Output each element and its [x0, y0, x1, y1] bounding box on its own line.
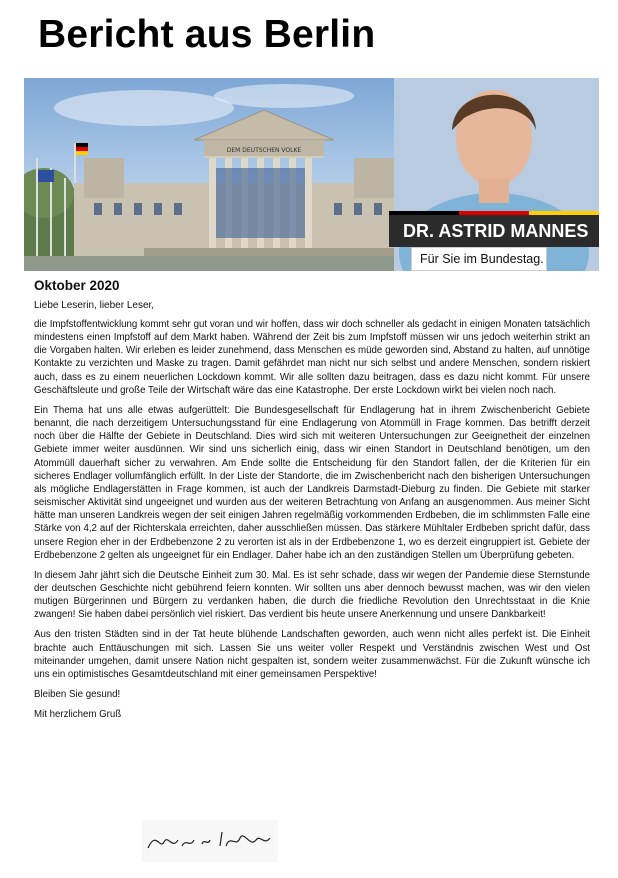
header-banner — [24, 78, 599, 271]
nameplate-box — [389, 211, 599, 271]
paragraph: In diesem Jahr jährt sich die Deutsche Einheit zum 30. Mal. Es ist sehr schade, dass wir wegen der Pandemie diese Sternstunde der deutschen Geschichte nicht gebührend feiern konnten. Wir sollten uns aber dennoch bewusst machen, was wir den vielen mutigen Bürgerinnen und Bürgern zu verdanken haben, die durch die friedliche Revolution den Unrechtsstaat in die Knie zwangen! Sie haben dabei persönlich viel riskiert. Das verdient bis heute unsere Anerkennung und unsere Dankbarkeit! — [34, 569, 590, 621]
flag-stripe — [389, 211, 599, 215]
salutation: Liebe Leserin, lieber Leser, — [34, 300, 155, 311]
paragraph: Aus den tristen Städten sind in der Tat heute blühende Landschaften geworden, auch wenn nicht alles perfekt ist. Die Einheit brachte auch Enttäuschungen mit sich. Lassen Sie uns weiter voller Respekt und Verständnis zwischen West und Ost miteinander umgehen, damit unsere Nation nicht gespalten ist, sondern weiter zusammenwächst. Für die Zukunft wünsche ich uns ein optimistisches Gesamtdeutschland mit einer gemeinsamen Perspektive! — [34, 629, 590, 680]
paragraph: Ein Thema hat uns alle etwas aufgerüttelt: Die Bundesgesellschaft für Endlagerung hat in ihrem Zwischenbericht Gebiete benannt, die nach derzeitigem Untersuchungsstand für eine Endlagerung von Atommüll in Frage kommen. Das betrifft derzeit noch über die Hälfte der Gebiete in Deutschland. Dies wird sich mit weiteren Untersuchungen zur Geeignetheit der einzelnen Gebiete immer weiter ausdünnen. Wir sind uns sicherlich einig, dass wir einen Standort in Deutschland benötigen, um den Atommüll dauerhaft sicher zu verwahren. Am Ende sollte die Entscheidung für den Standort fallen, der die Kriterien für ein sicheres Endlager vollumfänglich erfüllt. In der Liste der Standorte, die im Zwischenbericht nach den bisherigen Untersuchungen als mögliche Endlagerstätten in Frage kommen, ist auch der Landkreis Darmstadt-Dieburg zu finden. Die Gebiete mit starker seismischer Aktivität sind ungeeignet und wurden aus der weiteren Betrachtung von Anfang an ausgenommen. Aus meiner Sicht hätte man unseren Landkreis wegen der seit einigen Jahren regelmäßig vorkommenden Erdbeben, die im schlimmsten Falle eine Stärke von 4,2 auf der Richterskala erreichten, daher ausschließen müssen. Das stärkere Mühltaler Erdbeben spricht dafür, dass unsere Region eher in der Erdbebenzone 2 zu verorten ist als in der Erdbebenzone 1, wo es derzeit eingruppiert ist. Gebiete der Erdbebenzone 2 gelten als ungeeignet für ein Endlager. Daher habe ich an den zuständigen Stellen um Überprüfung gebeten. — [34, 404, 590, 561]
handwritten-signature — [142, 820, 278, 862]
closing-wish: Bleiben Sie gesund! — [34, 689, 121, 701]
politician-name: DR. ASTRID MANNES — [389, 215, 599, 247]
masthead-title: Bericht aus Berlin — [38, 13, 376, 56]
issue-date: Oktober 2020 — [34, 278, 120, 293]
inscription: DEM DEUTSCHEN VOLKE — [226, 147, 302, 154]
paragraph: die Impfstoffentwicklung kommt sehr gut voran und wir hoffen, dass wir doch schneller als gedacht in einigen Monaten tatsächlich mindestens einen Impfstoff auf dem Markt haben. Während der Zeit bis zum Impfstoff müssen wir uns jedoch weiterhin strikt an die Vorgaben halten. Wir erleben es leider zunehmend, dass Menschen es müde geworden sind, Abstand zu halten, auf unnötige Kontakte zu verzichten und Maske zu tragen. Damit gefährdet man nicht nur sich selbst und andere Menschen, sondern riskiert auch, dass es zu einem neuerlichen Lockdown kommt. Wir alle sollten dazu beitragen, dass es dazu nicht kommt. Für unsere Geschäftsleute und große Teile der Wirtschaft wäre das eine Katastrophe. Der erste Lockdown wirkt bei vielen noch nach. — [34, 319, 590, 396]
closing: Mit herzlichem Gruß — [34, 709, 122, 721]
letter-body — [34, 278, 590, 728]
tagline: Für Sie im Bundestag. — [411, 247, 547, 271]
